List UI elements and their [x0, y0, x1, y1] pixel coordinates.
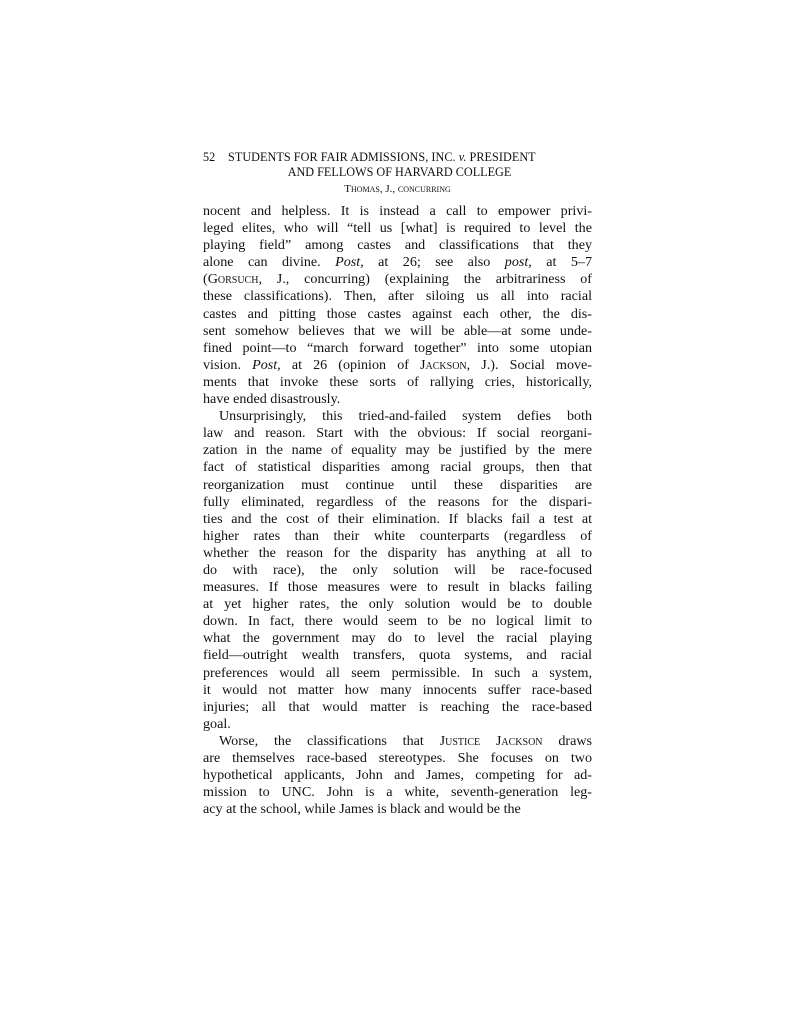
page-number: 52: [203, 150, 216, 164]
text-line: ties and the cost of their elimination. If blacks fail a test at: [203, 510, 592, 527]
text-line: fully eliminated, regardless of the reasons for the dispari-: [203, 493, 592, 510]
text-line: reorganization must continue until these disparities are: [203, 476, 592, 493]
text-line: preferences would all seem permissible. In such a system,: [203, 664, 592, 681]
text-line: down. In fact, there would seem to be no logical limit to: [203, 613, 592, 630]
text-line: acy at the school, while James is black and would be the: [203, 801, 521, 818]
paragraph: [203, 408, 592, 733]
text-line: at yet higher rates, the only solution would be to double: [203, 596, 592, 613]
text-line: field—outright wealth transfers, quota systems, and racial: [203, 647, 592, 664]
text-line: fined point—to “march forward together” into some utopian: [203, 339, 592, 356]
paragraph: [203, 733, 592, 818]
versus-abbrev: v.: [458, 150, 467, 164]
text-line: goal.: [203, 715, 231, 732]
text-line: what the government may do to level the racial playing: [203, 630, 592, 647]
text-line: leged elites, who will “tell us [what] is required to level the: [203, 220, 592, 237]
text-line: mission to UNC. John is a white, seventh-generation leg-: [203, 784, 592, 801]
case-title-line2: AND FELLOWS OF HARVARD COLLEGE: [287, 165, 512, 179]
text-line: playing field” among castes and classifications that they: [203, 237, 592, 254]
text-line: higher rates than their white counterparts (regardless of: [203, 527, 592, 544]
text-line: measures. If those measures were to result in blacks failing: [203, 579, 592, 596]
text-line: these classifications). Then, after siloing us all into racial: [203, 288, 592, 305]
text-line: Unsurprisingly, this tried-and-failed system defies both: [219, 408, 592, 425]
text-line: alone can divine. Post, at 26; see also post, at 5–7: [203, 254, 592, 271]
text-line: sent somehow believes that we will be able—at some unde-: [203, 322, 592, 339]
text-line: ments that invoke these sorts of rallying cries, historically,: [203, 373, 592, 390]
paragraph: [203, 203, 592, 408]
text-line: whether the reason for the disparity has anything at all to: [203, 544, 592, 561]
text-line: fact of statistical disparities among racial groups, then that: [203, 459, 592, 476]
text-line: do with race), the only solution will be race-focused: [203, 561, 592, 578]
running-header: [203, 150, 592, 165]
text-line: injuries; all that would matter is reaching the race-based: [203, 698, 592, 715]
text-line: nocent and helpless. It is instead a call to empower privi-: [203, 203, 592, 219]
case-title-part1: STUDENTS FOR FAIR ADMISSIONS, INC.: [228, 150, 456, 164]
case-title-part1-end: PRESIDENT: [469, 150, 536, 164]
text-line: castes and pitting those castes against each other, the dis-: [203, 305, 592, 322]
text-line: Worse, the classifications that Justice Jackson draws: [219, 732, 592, 749]
text-line: hypothetical applicants, John and James, competing for ad-: [203, 767, 592, 784]
text-line: zation in the name of equality may be justified by the mere: [203, 442, 592, 459]
text-line: law and reason. Start with the obvious: If social reorgani-: [203, 425, 592, 442]
opinion-author: Thomas, J., concurring: [344, 183, 451, 195]
text-line: (Gorsuch, J., concurring) (explaining the arbitrariness of: [203, 271, 592, 288]
document-page: [203, 150, 592, 818]
text-line: vision. Post, at 26 (opinion of Jackson, J.). Social move-: [203, 356, 592, 373]
text-line: are themselves race-based stereotypes. She focuses on two: [203, 750, 592, 766]
text-line: have ended disastrously.: [203, 391, 341, 408]
opinion-body: [203, 203, 592, 818]
text-line: it would not matter how many innocents suffer race-based: [203, 681, 592, 698]
